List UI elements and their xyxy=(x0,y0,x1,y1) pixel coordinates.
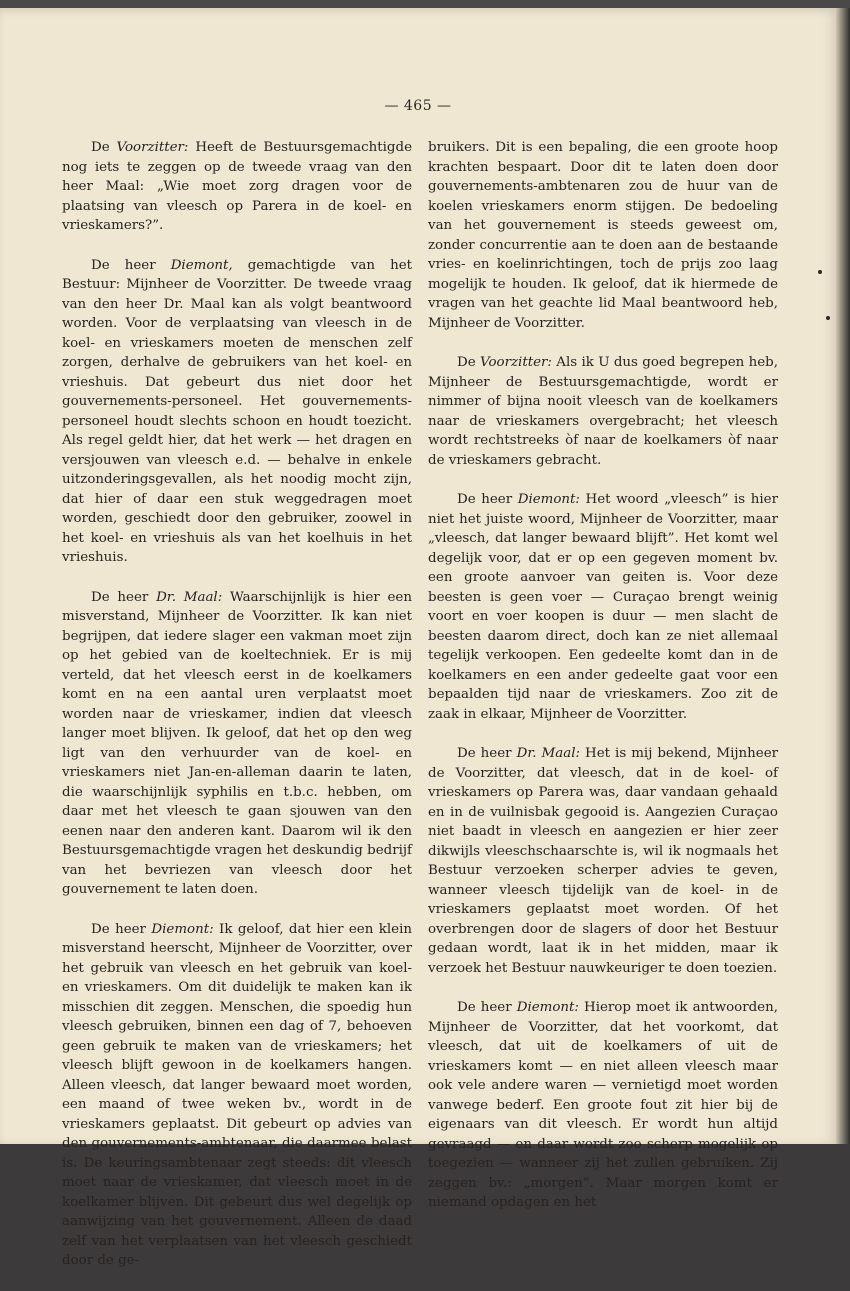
speaker-prefix: De heer xyxy=(457,746,512,761)
paragraph xyxy=(428,744,778,978)
paragraph xyxy=(428,353,778,470)
speaker-name: Diemont: xyxy=(516,1000,579,1015)
right-column xyxy=(428,138,778,1233)
speaker-prefix: De xyxy=(91,140,110,155)
paragraph-text: Hierop moet ik antwoorden, Mijnheer de Voorzitter, dat het voorkomt, dat vleesch, dat uit de koelkamers of uit de vrieskamers komt — en niet alleen vleesch maar ook vele andere waren — vernietigd moet worden vanwege bederf. Een groote fout zit hier bij de eigenaars van dit vleesch. Er wordt hun altijd gevraagd — en daar wordt zoo scherp mogelijk op toegezien — wanneer zij het zullen gebruiken. Zij zeggen bv.: „morgen”. Maar morgen komt er niemand opdagen en het xyxy=(428,1000,778,1210)
page-edge-shadow xyxy=(836,8,850,1144)
paragraph-text: Waarschijnlijk is hier een misverstand, Mijnheer de Voorzitter. Ik kan niet begrijpen, dat iedere slager een vakman moet zijn op het gebied van de koeltechniek. Er is mij verteld, dat het vleesch eerst in de koelkamers komt en na een aantal uren verplaatst moet worden naar de vrieskamer, indien dat vleesch langer moet blijven. Ik geloof, dat het op den weg ligt van den verhuurder van de koel- en vrieskamers niet Jan-en-alleman daarin te laten, die waarschijnlijk syphilis en t.b.c. hebben, om daar met het vleesch te gaan sjouwen van den eenen naar den anderen kant. Daarom wil ik den Bestuursgemachtigde vragen het deskundig bedrijf van het bevriezen van vleesch door het gouvernement te laten doen. xyxy=(62,589,412,897)
speaker-prefix: De heer xyxy=(457,492,513,507)
speaker-name: Dr. Maal: xyxy=(516,746,581,761)
scan-border xyxy=(0,0,850,8)
paragraph xyxy=(62,920,412,1271)
paragraph-text: gemachtigde van het Bestuur: Mijnheer de Voorzitter. De tweede vraag van den heer Dr. Maal kan als volgt beantwoord worden. Voor de verplaatsing van vleesch in de koel- en vrieskamers moeten de menschen zelf zorgen, derhalve de gebruikers van het koel- en vrieshuis. Dat gebeurt dus niet door het gouvernements-personeel. Het gouvernements-personeel houdt slechts schoon en houdt toezicht. Als regel geldt hier, dat het werk — het dragen en versjouwen van vleesch e.d. — behalve in enkele uitzonderingsgevallen, als het noodig mocht zijn, dat hier of daar een stuk weggedragen moet worden, geschiedt door den gebruiker, zoowel in het koel- en vrieshuis als van het koelhuis in het vrieshuis. xyxy=(62,257,413,565)
speaker-prefix: De xyxy=(457,355,476,370)
left-column xyxy=(62,138,412,1291)
paragraph xyxy=(428,998,778,1213)
speaker-name: Voorzitter: xyxy=(116,140,189,155)
speaker-name: Diemont, xyxy=(170,257,233,273)
paper-speck xyxy=(826,316,830,320)
paragraph xyxy=(428,138,778,333)
paragraph xyxy=(62,138,412,236)
speaker-name: Diemont: xyxy=(517,492,580,507)
document-page xyxy=(0,8,836,1268)
speaker-name: Diemont: xyxy=(151,921,214,937)
speaker-prefix: De heer xyxy=(91,589,149,605)
paragraph-text: Het woord „vleesch” is hier niet het juiste woord, Mijnheer de Voorzitter, maar „vleesch, dat langer bewaard blijft”. Het komt wel degelijk voor, dat er op een gegeven moment bv. een groote aanvoer van geiten is. Voor deze beesten is geen voer — Curaçao brengt weinig voort en voer koopen is duur — men slacht de beesten daarom direct, doch kan ze niet allemaal tegelijk verkoopen. Een gedeelte komt dan in de koelkamers en een ander gedeelte gaat voor een bepaalden tijd naar de vrieskamers. Zoo zit de zaak in elkaar, Mijnheer de Voorzitter. xyxy=(428,492,778,722)
paragraph xyxy=(62,256,412,568)
page-number: — 465 — xyxy=(384,98,452,114)
speaker-name: Voorzitter: xyxy=(480,355,552,370)
speaker-prefix: De heer xyxy=(91,921,146,937)
paragraph-text: Heeft de Bestuursgemachtigde nog iets te zeggen op de tweede vraag van den heer Maal: „Wie moet zorg dragen voor de plaatsing van vleesch op Parera in de koel- en vrieskamers?”. xyxy=(62,140,412,233)
paragraph xyxy=(62,588,412,900)
paragraph-text: bruikers. Dit is een bepaling, die een groote hoop krachten bespaart. Door dit te laten doen door gouvernements-ambtenaren zou de huur van de koelen vrieskamers enorm stijgen. De bedoeling van het gouvernement is steeds geweest om, zonder concurrentie aan te doen aan de bestaande vries- en koelinrichtingen, toch de prijs zoo laag mogelijk te houden. Ik geloof, dat ik hiermede de vragen van het geachte lid Maal beantwoord heb, Mijnheer de Voorzitter. xyxy=(428,140,778,331)
speaker-name: Dr. Maal: xyxy=(156,589,223,605)
paragraph-text: Als ik U dus goed begrepen heb, Mijnheer de Bestuursgemachtigde, wordt er nimmer of bijna nooit vleesch van de koelkamers naar de vrieskamers overgebracht; het vleesch wordt rechtstreeks òf naar de koelkamers òf naar de vrieskamers gebracht. xyxy=(428,355,778,468)
speaker-prefix: De heer xyxy=(91,257,156,273)
speaker-prefix: De heer xyxy=(457,1000,512,1015)
paragraph-text: Ik geloof, dat hier een klein misverstand heerscht, Mijnheer de Voorzitter, over het gebruik van vleesch en het gebruik van koel- en vrieskamers. Om dit duidelijk te maken kan ik misschien dit zeggen. Menschen, die spoedig hun vleesch gebruiken, binnen een dag of 7, behoeven geen gebruik te maken van de vrieskamers; het vleesch blijft gewoon in de koelkamers hangen. Alleen vleesch, dat langer bewaard moet worden, een maand of twee weken bv., wordt in de vrieskamers geplaatst. Dit gebeurt op advies van den gouvernements-ambtenaar, die daarmee belast is. De keuringsambtenaar zegt steeds: dit vleesch moet naar de vrieskamer, dat vleesch moet in de koelkamer blijven. Dit gebeurt dus wel degelijk op aanwijzing van het gouvernement. Alleen de daad zelf van het verplaatsen van het vleesch geschiedt door de ge- xyxy=(62,921,412,1268)
paper-speck xyxy=(818,270,822,274)
paragraph-text: Het is mij bekend, Mijnheer de Voorzitter, dat vleesch, dat in de koel- of vrieskamers op Parera was, daar vandaan gehaald en in de vuilnisbak gegooid is. Aangezien Curaçao niet baadt in vleesch en aangezien er hier zeer dikwijls vleeschschaarschte is, wil ik nogmaals het Bestuur verzoeken scherper advies te geven, wanneer vleesch tijdelijk van de koel- in de vrieskamers geplaatst moet worden. Of het overbrengen door de slagers of door het Bestuur gedaan wordt, laat ik in het midden, maar ik verzoek het Bestuur nauwkeuriger te doen toezien. xyxy=(428,746,779,976)
paragraph xyxy=(428,490,778,724)
